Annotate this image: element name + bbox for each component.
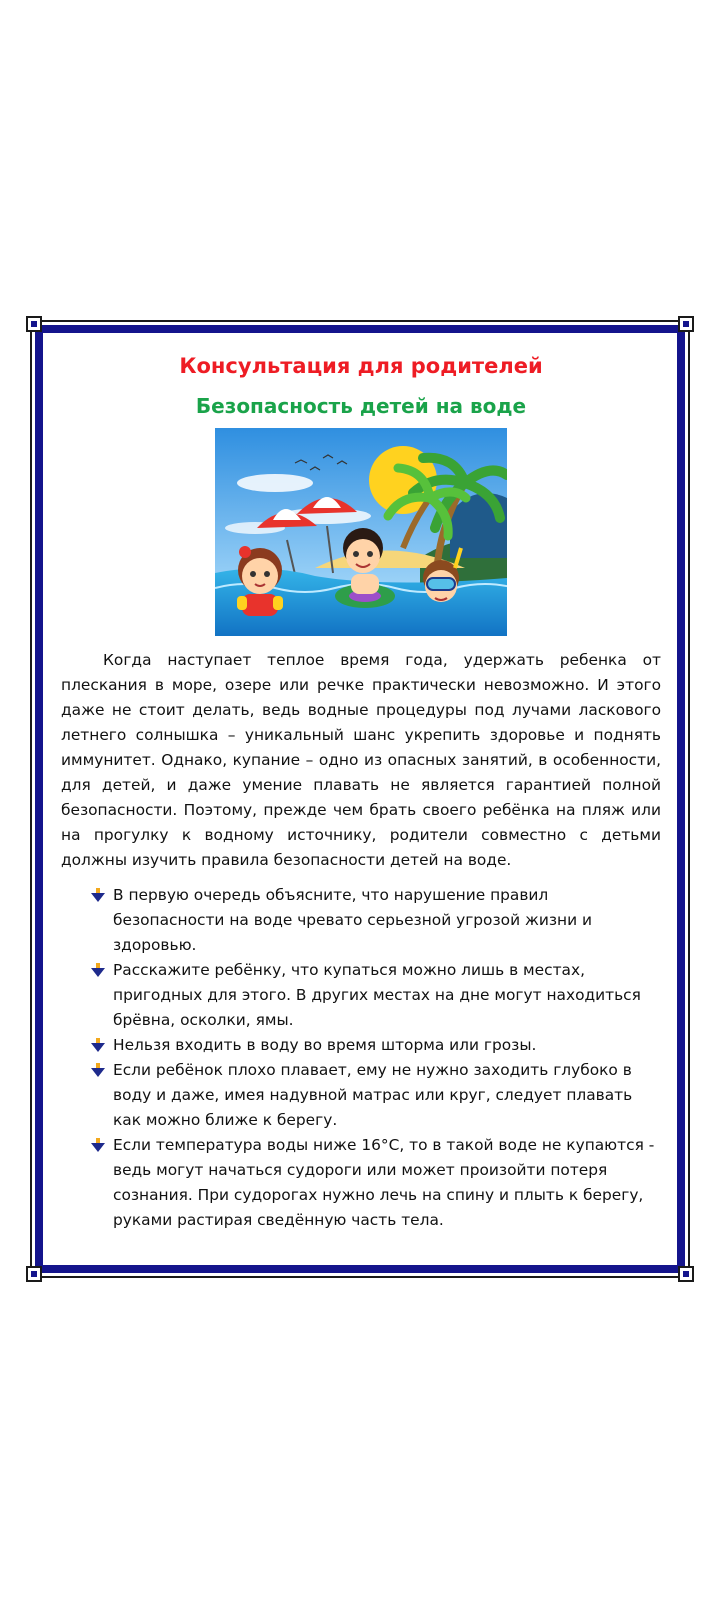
arrow-bullet-icon [91,963,105,977]
document-subtitle: Безопасность детей на воде [195,394,527,418]
arrow-bullet-icon [91,1038,105,1052]
intro-paragraph: Когда наступает теплое время года, удержать ребенка от плескания в море, озере или речке практически невозможно. И этого даже не стоит делать, ведь водные процедуры под лучами ласкового летнего солнышка – уникальный шанс укрепить здоровье и поднять иммунитет. Однако, купание – одно из опасных занятий, в особенности, для детей, и даже умение плавать не является гарантией полной безопасности. Поэтому, прежде чем брать своего ребёнка на пляж или на прогулку к водному источнику, родители совместно с детьми должны изучить правила безопасности детей на воде. [61,651,661,869]
rule-text: Расскажите ребёнку, что купаться можно лишь в местах, пригодных для этого. В других местах на дне могут находиться брёвна, осколки, ямы. [113,961,641,1029]
arrow-bullet-icon [91,1138,105,1152]
page-border-frame [30,320,690,1278]
list-item [61,958,661,1033]
beach-illustration [215,428,507,636]
safety-rules-list [61,883,661,1233]
rule-text: Если температура воды ниже 16°С, то в такой воде не купаются - ведь могут начаться судороги или может произойти потеря сознания. При судорогах нужно лечь на спину и плыть к берегу, руками растирая сведённую часть тела. [113,1136,655,1229]
corner-ornament-bottom-right [678,1266,694,1282]
list-item [61,1058,661,1133]
document-content [61,352,661,1233]
corner-ornament-top-left [26,316,42,332]
list-item [61,883,661,958]
list-item [61,1033,661,1058]
corner-ornament-top-right [678,316,694,332]
arrow-bullet-icon [91,1063,105,1077]
document-title: Консультация для родителей [179,354,543,378]
rule-text: В первую очередь объясните, что нарушение правил безопасности на воде чревато серьезной угрозой жизни и здоровью. [113,886,592,954]
rule-text: Если ребёнок плохо плавает, ему не нужно заходить глубоко в воду и даже, имея надувной матрас или круг, следует плавать как можно ближе к берегу. [113,1061,633,1129]
rule-text: Нельзя входить в воду во время шторма или грозы. [113,1036,537,1054]
corner-ornament-bottom-left [26,1266,42,1282]
arrow-bullet-icon [91,888,105,902]
list-item [61,1133,661,1233]
